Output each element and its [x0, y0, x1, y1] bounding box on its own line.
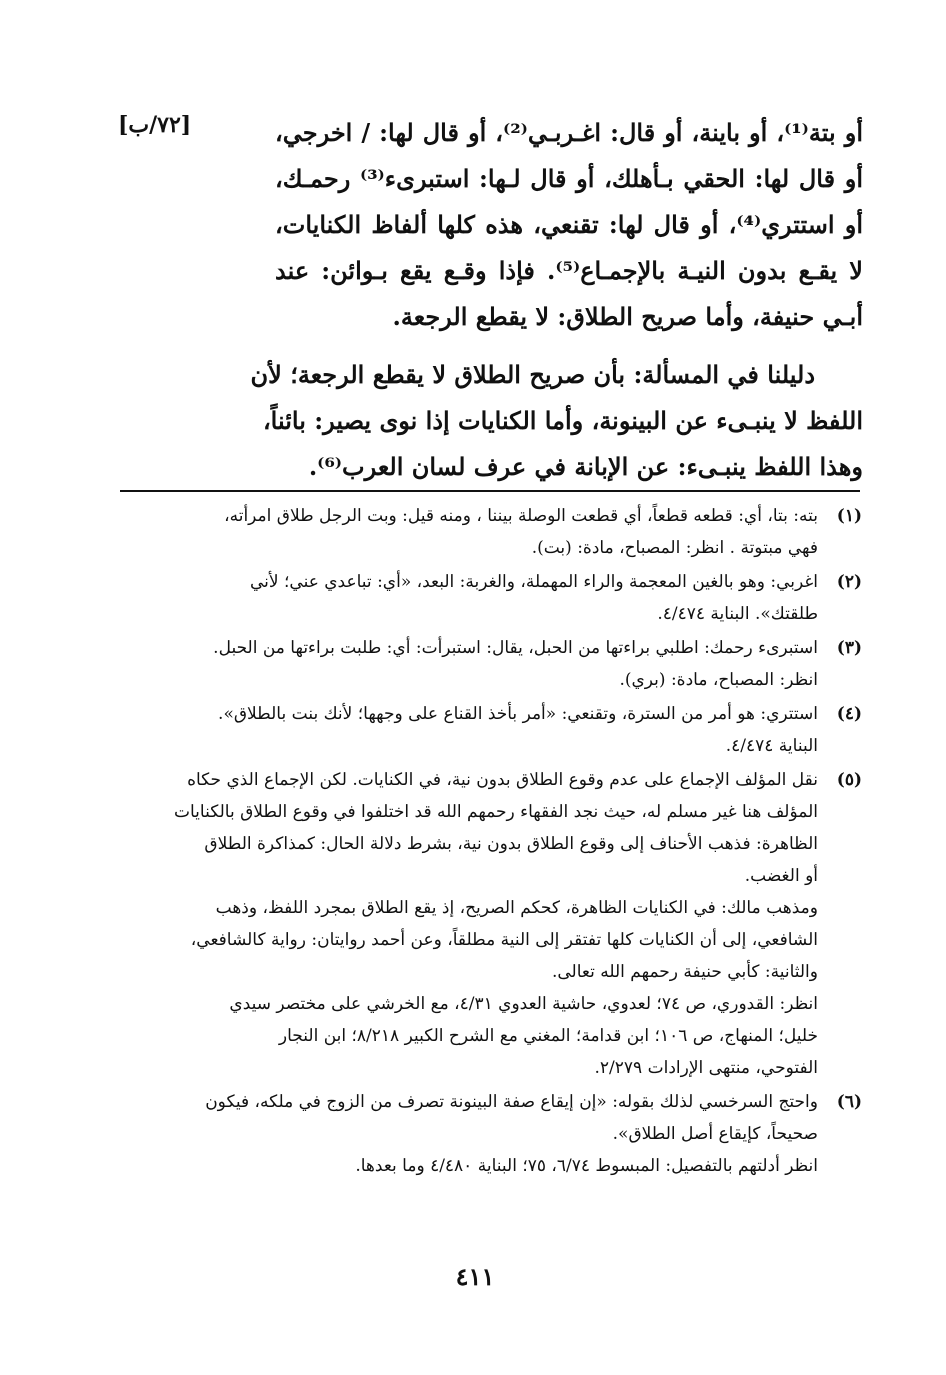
footnote-line: والثانية: كأبي حنيفة رحمهم الله تعالى. — [551, 962, 818, 982]
footnote-3 — [110, 632, 862, 696]
text-line: أبـي حنيفة، وأما صريح الطلاق: لا يقطع الرجعة. — [392, 302, 863, 331]
footnote-1 — [110, 500, 862, 564]
text-line: لا يقـع بدون النيـة بالإجمـاع⁽⁵⁾. فإذا وقـع يقع بـوائن: عند — [275, 256, 863, 285]
footnote-separator — [120, 490, 860, 492]
footnote-6 — [110, 1086, 862, 1182]
footnote-line: طلقتك». البناية ٤/٤٧٤. — [657, 604, 818, 624]
paragraph-2 — [250, 352, 863, 490]
footnote-line: اغربي: وهو بالغين المعجمة والراء المهملة، والغربة: البعد، «أي: تباعدي عني؛ لأني — [250, 572, 818, 592]
footnote-line: استتري: هو أمر من السترة، وتقنعي: «أمر بأخذ القناع على وجهها؛ لأنك بنت بالطلاق». — [218, 704, 818, 724]
footnote-line: استبرىء رحمك: اطلبي براءتها من الحبل، يقال: استبرأت: أي: طلبت براءتها من الحبل. — [213, 638, 818, 658]
page-number: ٤١١ — [455, 1262, 495, 1291]
footnote-line: أو الغضب. — [744, 866, 818, 886]
footnote-line: الظاهرة: فذهب الأحناف إلى وقوع الطلاق بدون نية، بشرط دلالة الحال: كمذاكرة الطلاق — [204, 834, 818, 854]
footnote-line: بته: بتا، أي: قطعه قطعاً، أي قطعت الوصلة بيننا ، ومنه قيل: وبت الرجل طلاق امرأته، — [224, 506, 818, 526]
footnote-number: (٤) — [836, 704, 862, 724]
footnote-2 — [110, 566, 862, 630]
footnote-line: انظر أدلتهم بالتفصيل: المبسوط ٦/٧٤، ٧٥؛ البناية ٤/٤٨٠ وما بعدها. — [355, 1156, 818, 1176]
footnote-line: فهي مبتوتة . انظر: المصباح، مادة: (بت). — [531, 538, 818, 558]
manuscript-folio-reference: [٧٢/ب] — [118, 112, 192, 138]
text-line: أو استتري⁽⁴⁾، أو قال لها: تقنعي، هذه كلها ألفاظ الكنايات، — [275, 210, 863, 239]
text-line: أو قال لها: الحقي بـأهلك، أو قال لـها: استبرىء⁽³⁾ رحمـك، — [275, 164, 863, 193]
footnotes — [110, 500, 862, 1184]
footnote-number: (٥) — [836, 770, 862, 790]
footnote-number: (٢) — [836, 572, 862, 592]
text-line: دليلنا في المسألة: بأن صريح الطلاق لا يقطع الرجعة؛ لأن — [250, 360, 815, 389]
footnote-line: ومذهب مالك: في الكنايات الظاهرة، كحكم الصريح، إذ يقع الطلاق بمجرد اللفظ، وذهب — [215, 898, 818, 918]
footnote-line: الفتوحي، منتهى الإرادات ٢/٢٧٩. — [594, 1058, 818, 1078]
footnote-line: البناية ٤/٤٧٤. — [725, 736, 818, 756]
footnote-line: انظر: المصباح، مادة: (بري). — [619, 670, 818, 690]
main-text — [250, 110, 863, 490]
footnote-line: صحيحاً، كإيقاع أصل الطلاق». — [612, 1124, 818, 1144]
text-line: اللفظ لا ينبـىء عن البينونة، وأما الكنايات إذا نوى يصير: بائناً، — [262, 406, 863, 435]
footnote-line: الشافعي، إلى أن الكنايات كلها تفتقر إلى النية مطلقاً، وعن أحمد روايتان: رواية كالشافعي، — [190, 930, 818, 950]
footnote-5 — [110, 764, 862, 1084]
footnote-number: (٦) — [836, 1092, 862, 1112]
footnote-number: (٣) — [836, 638, 862, 658]
footnote-number: (١) — [836, 506, 862, 526]
footnote-line: خليل؛ المنهاج، ص ١٠٦؛ ابن قدامة؛ المغني مع الشرح الكبير ٨/٢١٨؛ ابن النجار — [278, 1026, 818, 1046]
paragraph-1 — [275, 110, 863, 340]
text-line: وهذا اللفظ ينبـىء: عن الإبانة في عرف لسان العرب⁽⁶⁾. — [308, 452, 863, 481]
text-line: أو بتة⁽¹⁾، أو باينة، أو قال: اغـربـي⁽²⁾، أو قال لها: / اخرجي، — [275, 118, 863, 147]
footnote-line: المؤلف هنا غير مسلم له، حيث نجد الفقهاء رحمهم الله قد اختلفوا في وقوع الطلاق بالكنايات — [173, 802, 818, 822]
footnote-line: واحتج السرخسي لذلك بقوله: «إن إيقاع صفة البينونة تصرف من الزوج في ملكه، فيكون — [205, 1092, 818, 1112]
footnote-4 — [110, 698, 862, 762]
footnote-line: نقل المؤلف الإجماع على عدم وقوع الطلاق بدون نية، في الكنايات. لكن الإجماع الذي حكاه — [187, 770, 818, 790]
footnote-line: انظر: القدوري، ص ٧٤؛ لعدوي، حاشية العدوي ٤/٣١، مع الخرشي على مختصر سيدي — [229, 994, 818, 1014]
